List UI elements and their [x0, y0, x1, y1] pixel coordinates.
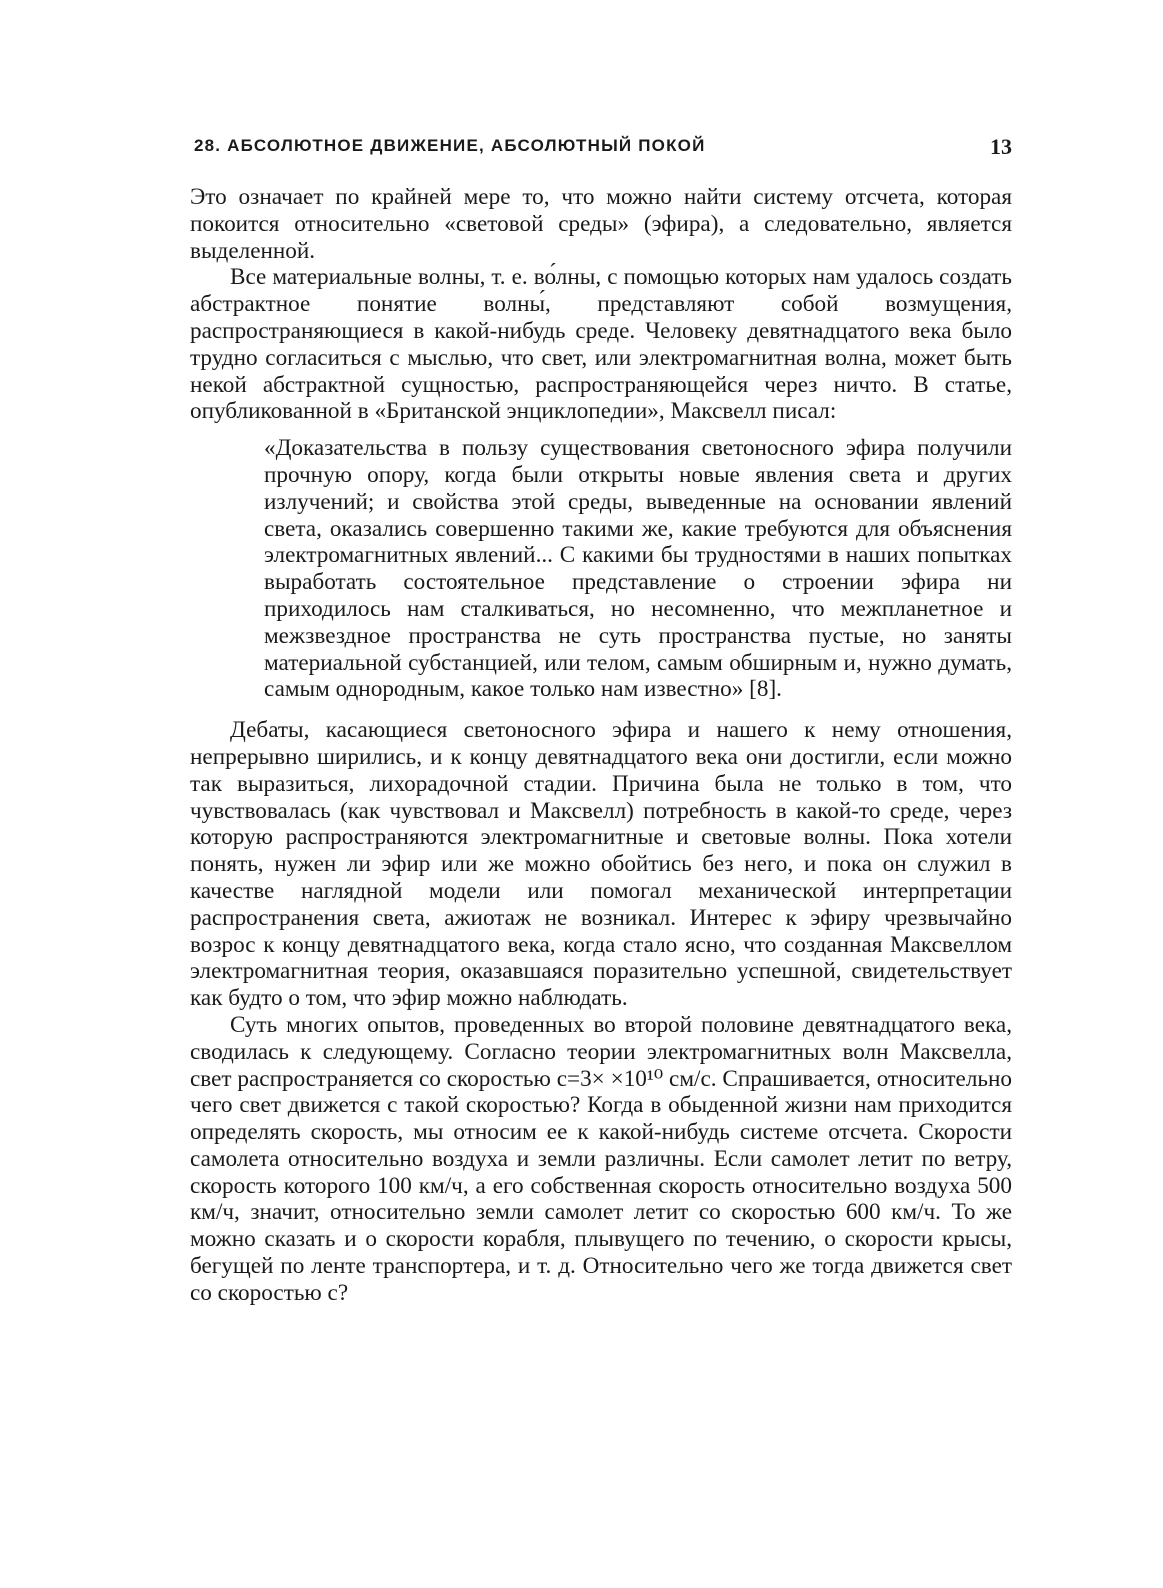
- running-head: [194, 134, 1012, 164]
- body-text: [190, 184, 1012, 1307]
- running-title: 28. АБСОЛЮТНОЕ ДВИЖЕНИЕ, АБСОЛЮТНЫЙ ПОКОЙ: [194, 136, 706, 155]
- paragraph-1: Это означает по крайней мере то, что можно найти систему отсчета, которая покоится относительно «световой среды» (эфира), а следовательно, является выделенной.: [190, 184, 1012, 264]
- paragraph-3: Дебаты, касающиеся светоносного эфира и нашего к нему отношения, непрерывно ширились, и к концу девятнадцатого века они достигли, если можно так выразиться, лихорадочной стадии. Причина была не только в том, что чувствовалась (как чувствовал и Максвелл) потребность в какой-то среде, через которую распространяются электромагнитные и световые волны. Пока хотели понять, нужен ли эфир или же можно обойтись без него, и пока он служил в качестве наглядной модели или помогал механической интерпретации распространения света, ажиотаж не возникал. Интерес к эфиру чрезвычайно возрос к концу девятнадцатого века, когда стало ясно, что созданная Максвеллом электромагнитная теория, оказавшаяся поразительно успешной, свидетельствует как будто о том, что эфир можно наблюдать.: [190, 717, 1012, 1012]
- paragraph-2: Все материальные волны, т. е. во́лны, с помощью которых нам удалось создать абстрактное понятие волны́, представляют собой возмущения, распространяющиеся в какой-нибудь среде. Человеку девятнадцатого века было трудно согласиться с мыслью, что свет, или электромагнитная волна, может быть некой абстрактной сущностью, распространяющейся через ничто. В статье, опубликованной в «Британской энциклопедии», Максвелл писал:: [190, 264, 1012, 425]
- maxwell-quote: «Доказательства в пользу существования светоносного эфира получили прочную опору, когда были открыты новые явления света и других излучений; и свойства этой среды, выведенные на основании явлений света, оказались совершенно такими же, какие требуются для объяснения электромагнитных явлений... С какими бы трудностями в наших попытках выработать состоятельное представление о строении эфира ни приходилось нам сталкиваться, но несомненно, что межпланетное и межзвездное пространства не суть пространства пустые, но заняты материальной субстанцией, или телом, самым обширным и, нужно думать, самым однородным, какое только нам известно» [8].: [264, 435, 1012, 703]
- page-number: 13: [990, 134, 1012, 159]
- paragraph-4: Суть многих опытов, проведенных во второй половине девятнадцатого века, сводилась к следующему. Согласно теории электромагнитных волн Максвелла, свет распространяется со скоростью c=3× ×10¹⁰ см/с. Спрашивается, относительно чего свет движется с такой скоростью? Когда в обыденной жизни нам приходится определять скорость, мы относим ее к какой-нибудь системе отсчета. Скорости самолета относительно воздуха и земли различны. Если самолет летит по ветру, скорость которого 100 км/ч, а его собственная скорость относительно воздуха 500 км/ч, значит, относительно земли самолет летит со скоростью 600 км/ч. То же можно сказать и о скорости корабля, плывущего по течению, о скорости крысы, бегущей по ленте транспортера, и т. д. Относительно чего же тогда движется свет со скоростью c?: [190, 1011, 1012, 1306]
